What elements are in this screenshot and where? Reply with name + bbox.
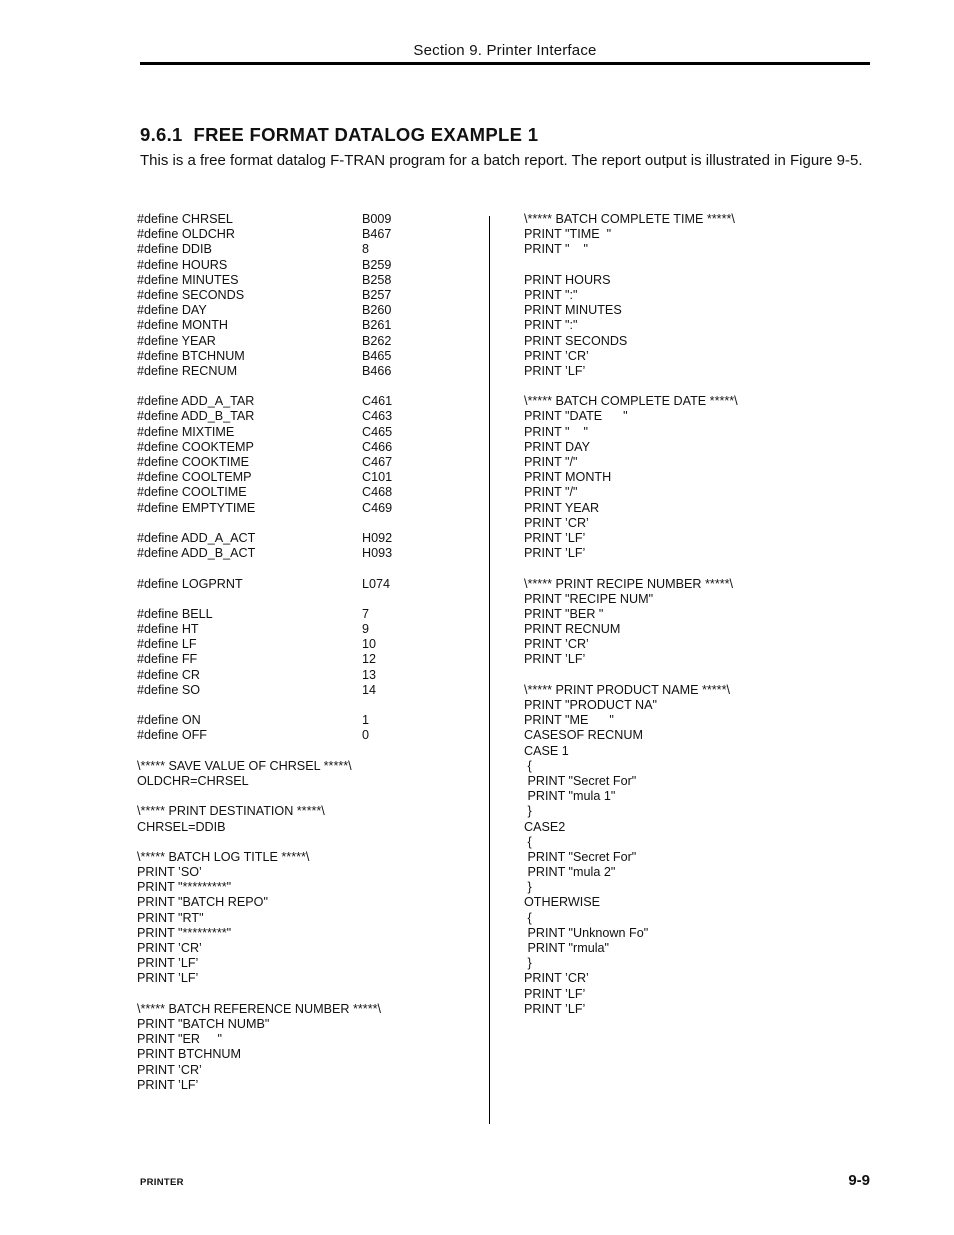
code-value: C465 [362, 424, 393, 439]
section-heading: 9.6.1 FREE FORMAT DATALOG EXAMPLE 1 [140, 124, 539, 145]
code-line [524, 561, 854, 576]
code-line [137, 713, 477, 728]
running-header: Section 9. Printer Interface [413, 42, 597, 59]
code-line: PRINT SECONDS [524, 333, 628, 348]
code-text: #define EMPTYTIME [137, 500, 256, 515]
code-line [137, 956, 477, 971]
code-value: 1 [362, 713, 370, 728]
code-text: #define CHRSEL [137, 212, 233, 226]
code-text: #define OFF [137, 728, 207, 743]
code-line [137, 880, 477, 895]
code-line: OTHERWISE [524, 895, 601, 910]
code-line: PRINT ":" [524, 287, 578, 302]
code-value: 8 [362, 242, 370, 257]
code-line: PRINT HOURS [524, 272, 611, 287]
code-text: PRINT "*********" [137, 925, 232, 940]
code-line [524, 668, 854, 683]
code-line [137, 683, 477, 698]
code-line [137, 820, 477, 835]
code-text: #define FF [137, 652, 198, 667]
code-text: #define COOLTIME [137, 485, 247, 500]
code-line: PRINT YEAR [524, 500, 600, 515]
code-value: B261 [362, 318, 392, 333]
intro-paragraph: This is a free format datalog F-TRAN program for a batch report. The report output is illustrated in Figure 9-5. [140, 152, 863, 169]
code-value: C461 [362, 394, 393, 409]
code-text: \***** BATCH LOG TITLE *****\ [137, 849, 310, 864]
column-divider [489, 216, 490, 1124]
code-text: \***** PRINT DESTINATION *****\ [137, 804, 325, 819]
code-line: PRINT "PRODUCT NA" [524, 698, 658, 712]
code-text: #define DDIB [137, 242, 212, 257]
code-line: PRINT MINUTES [524, 303, 622, 318]
code-line: \***** PRINT PRODUCT NAME *****\ [524, 682, 730, 697]
code-line: \***** BATCH COMPLETE DATE *****\ [524, 394, 738, 409]
code-text: \***** SAVE VALUE OF CHRSEL *****\ [137, 758, 352, 773]
code-value: 9 [362, 622, 370, 637]
code-text: PRINT "BATCH NUMB" [137, 1016, 270, 1031]
code-text: #define RECNUM [137, 363, 238, 378]
code-line [137, 607, 477, 622]
code-value: B009 [362, 212, 392, 226]
code-line [137, 303, 477, 318]
code-line: } [524, 804, 532, 819]
code-line: PRINT "Secret For" [524, 849, 637, 864]
code-line [137, 561, 477, 576]
code-value: 10 [362, 637, 377, 652]
code-line: PRINT "DATE " [524, 409, 628, 424]
code-line [524, 258, 854, 273]
code-value: B467 [362, 227, 392, 242]
code-line [137, 1017, 477, 1032]
code-line: { [524, 910, 532, 925]
code-text: PRINT "RT" [137, 910, 204, 925]
code-line [137, 728, 477, 743]
code-text: PRINT ’CR’ [137, 1062, 202, 1077]
code-line: PRINT "TIME " [524, 227, 612, 242]
code-value: H093 [362, 546, 393, 561]
code-line [137, 288, 477, 303]
code-line [137, 212, 477, 227]
code-text: #define ADD_B_TAR [137, 409, 255, 424]
code-value: L074 [362, 576, 391, 591]
code-line: PRINT ’CR’ [524, 971, 589, 986]
code-text: PRINT BTCHNUM [137, 1047, 242, 1062]
code-line [137, 242, 477, 257]
code-line: \***** PRINT RECIPE NUMBER *****\ [524, 576, 734, 591]
code-text: #define COOKTEMP [137, 439, 254, 454]
code-line: { [524, 834, 532, 849]
code-text: #define SO [137, 682, 201, 697]
code-line [137, 1063, 477, 1078]
code-text: PRINT ’SO’ [137, 865, 202, 880]
code-line [137, 744, 477, 759]
code-column-left [137, 212, 477, 1093]
code-line [137, 440, 477, 455]
code-line: \***** BATCH COMPLETE TIME *****\ [524, 212, 735, 226]
footer-label: PRINTER [140, 1177, 184, 1188]
code-text: #define SECONDS [137, 287, 245, 302]
code-text: #define HOURS [137, 257, 228, 272]
code-value: B465 [362, 348, 392, 363]
code-value: 14 [362, 682, 377, 697]
code-line [137, 1047, 477, 1062]
code-value: B257 [362, 287, 392, 302]
code-line: PRINT ’LF’ [524, 652, 586, 667]
code-line [137, 334, 477, 349]
code-value: C101 [362, 470, 393, 485]
code-line [137, 865, 477, 880]
code-line: { [524, 758, 532, 773]
code-line: PRINT ’CR’ [524, 637, 589, 652]
code-line: PRINT ’LF’ [524, 986, 586, 1001]
code-line [137, 971, 477, 986]
code-line: PRINT RECNUM [524, 622, 621, 637]
code-line [137, 470, 477, 485]
code-text: PRINT "ER " [137, 1032, 222, 1047]
code-line: PRINT " " [524, 242, 588, 257]
code-line [137, 850, 477, 865]
code-line [137, 652, 477, 667]
code-line: PRINT MONTH [524, 470, 612, 485]
code-text: #define CR [137, 667, 201, 682]
code-text: #define ADD_A_TAR [137, 394, 255, 409]
code-text: #define DAY [137, 303, 207, 318]
page-number: 9-9 [848, 1172, 870, 1189]
code-line: PRINT ":" [524, 318, 578, 333]
code-line: CASE2 [524, 819, 566, 834]
code-line: PRINT "mula 1" [524, 789, 616, 804]
code-line: PRINT "mula 2" [524, 865, 616, 880]
code-line [137, 455, 477, 470]
code-line [137, 926, 477, 941]
code-text: #define ADD_B_ACT [137, 546, 256, 561]
code-line [137, 1032, 477, 1047]
code-line [137, 227, 477, 242]
code-line [137, 911, 477, 926]
code-line [137, 835, 477, 850]
code-line [137, 364, 477, 379]
code-line [524, 379, 854, 394]
code-line [137, 577, 477, 592]
code-line [137, 941, 477, 956]
code-text: \***** BATCH REFERENCE NUMBER *****\ [137, 1001, 381, 1016]
code-line [137, 531, 477, 546]
code-value: B262 [362, 333, 392, 348]
code-line: PRINT ’LF’ [524, 530, 586, 545]
code-line [137, 349, 477, 364]
code-text: #define COOKTIME [137, 455, 249, 469]
code-text: PRINT ’LF’ [137, 971, 199, 986]
code-text: #define BTCHNUM [137, 348, 245, 363]
code-value: B260 [362, 303, 392, 318]
code-line: PRINT "Unknown Fo" [524, 925, 649, 940]
code-line: PRINT "BER " [524, 606, 604, 621]
code-text: #define YEAR [137, 333, 216, 348]
code-line: PRINT "Secret For" [524, 773, 637, 788]
code-column-right [524, 212, 854, 1017]
code-line [137, 698, 477, 713]
code-text: #define OLDCHR [137, 227, 235, 242]
code-line [137, 895, 477, 910]
code-value: 7 [362, 606, 370, 621]
code-text: PRINT "*********" [137, 880, 232, 895]
code-text: CHRSEL=DDIB [137, 819, 226, 834]
code-line [137, 409, 477, 424]
code-text: #define BELL [137, 606, 213, 621]
code-text: #define LF [137, 637, 197, 652]
code-value: C463 [362, 409, 393, 424]
code-line [137, 774, 477, 789]
code-value: C469 [362, 500, 393, 515]
code-line [137, 668, 477, 683]
code-line: PRINT "rmula" [524, 941, 609, 955]
code-value: 13 [362, 667, 377, 682]
code-line: PRINT " " [524, 424, 588, 439]
code-value: B466 [362, 363, 392, 378]
code-text: #define HT [137, 622, 199, 637]
code-text: #define COOLTEMP [137, 470, 252, 485]
code-line: PRINT DAY [524, 439, 591, 454]
code-value: 12 [362, 652, 377, 667]
code-line: CASESOF RECNUM [524, 728, 643, 743]
code-line [137, 804, 477, 819]
code-line: PRINT "RECIPE NUM" [524, 591, 654, 606]
code-text: PRINT ’CR’ [137, 941, 202, 955]
code-text: #define MIXTIME [137, 424, 235, 439]
code-line: PRINT "/" [524, 455, 578, 469]
code-text: OLDCHR=CHRSEL [137, 773, 249, 788]
code-line: PRINT ’LF’ [524, 1001, 586, 1016]
code-value: H092 [362, 530, 393, 545]
code-line [137, 546, 477, 561]
header-rule [140, 62, 870, 65]
code-value: C467 [362, 455, 393, 469]
code-line: PRINT "ME " [524, 713, 614, 728]
code-line: PRINT ’CR’ [524, 515, 589, 530]
code-line: PRINT ’CR’ [524, 348, 589, 363]
code-line: PRINT "/" [524, 485, 578, 500]
code-value: C468 [362, 485, 393, 500]
code-line: PRINT ’LF’ [524, 546, 586, 561]
code-line [137, 273, 477, 288]
code-line [137, 592, 477, 607]
code-line [137, 1078, 477, 1093]
code-value: B258 [362, 272, 392, 287]
code-line [137, 258, 477, 273]
code-value: C466 [362, 439, 393, 454]
code-text: #define ADD_A_ACT [137, 530, 256, 545]
code-text: PRINT "BATCH REPO" [137, 895, 268, 910]
code-text: #define ON [137, 713, 201, 728]
code-line [137, 637, 477, 652]
code-line [137, 394, 477, 409]
code-line [137, 425, 477, 440]
code-text: #define MONTH [137, 318, 228, 333]
code-line [137, 759, 477, 774]
code-line: CASE 1 [524, 743, 569, 758]
code-line [137, 1002, 477, 1017]
code-line [137, 501, 477, 516]
code-text: PRINT ’LF’ [137, 956, 199, 971]
code-line [137, 318, 477, 333]
code-line [137, 516, 477, 531]
code-line: PRINT ’LF’ [524, 363, 586, 378]
code-text: #define LOGPRNT [137, 576, 243, 591]
code-line [137, 485, 477, 500]
code-value: B259 [362, 257, 392, 272]
code-value: 0 [362, 728, 370, 743]
code-line: } [524, 956, 532, 971]
code-line [137, 379, 477, 394]
code-line [137, 622, 477, 637]
code-line: } [524, 880, 532, 895]
code-text: #define MINUTES [137, 272, 239, 287]
code-line [137, 987, 477, 1002]
code-text: PRINT ’LF’ [137, 1077, 199, 1092]
code-line [137, 789, 477, 804]
